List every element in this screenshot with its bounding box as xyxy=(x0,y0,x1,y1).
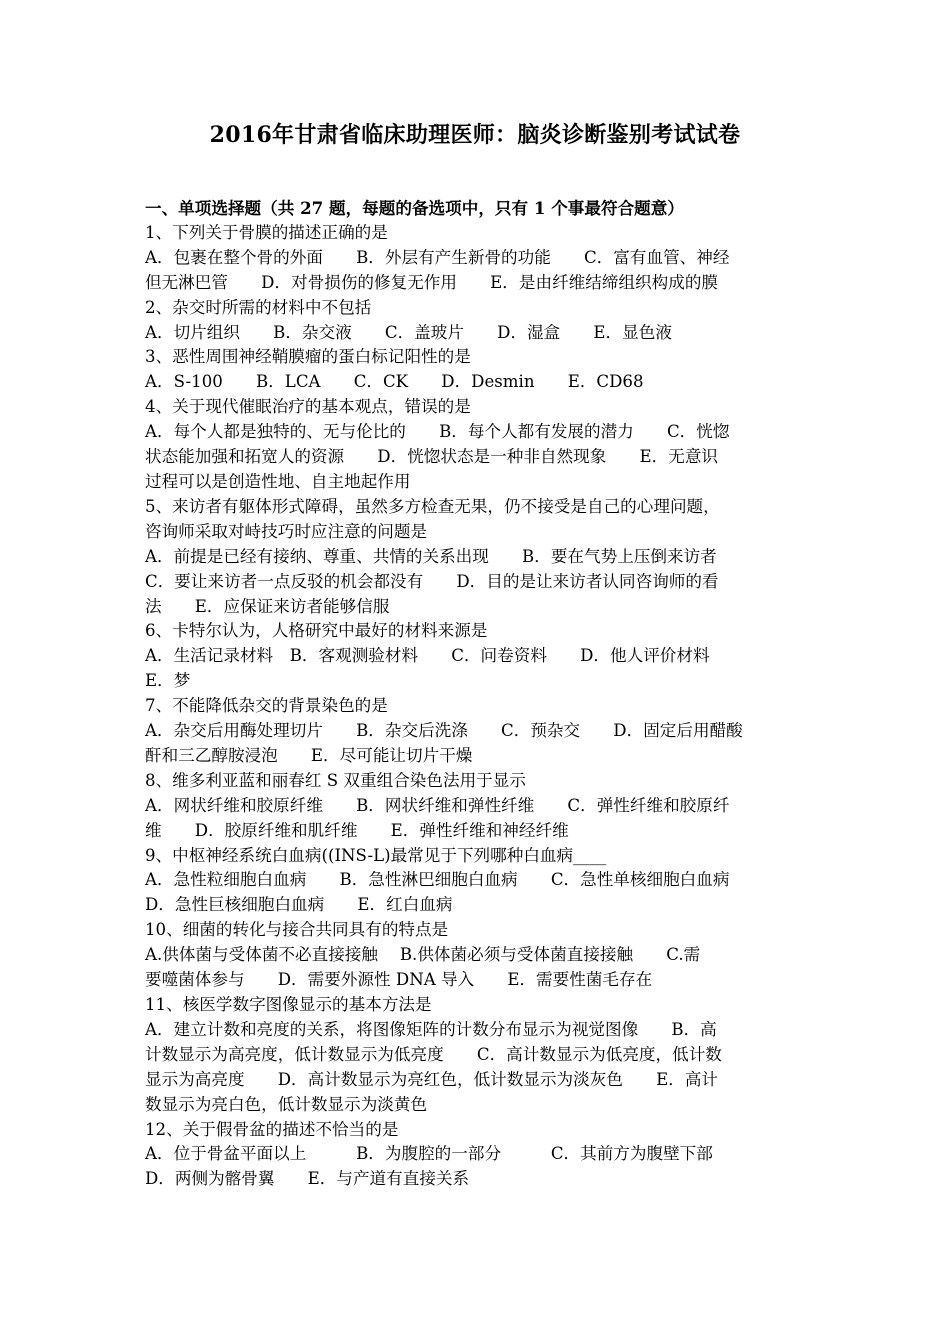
question-4-options-cont-2: 过程可以是创造性地、自主地起作用 xyxy=(145,471,411,491)
question-5-stem: 5、来访者有躯体形式障碍，虽然多方检查无果，仍不接受是自己的心理问题， xyxy=(145,496,720,516)
question-4-stem: 4、关于现代催眠治疗的基本观点，错误的是 xyxy=(145,397,471,417)
question-11-options-cont-3: 数显示为亮白色，低计数显示为淡黄色 xyxy=(145,1094,428,1114)
question-3-options: A．S-100 B．LCA C．CK D．Desmin E．CD68 xyxy=(145,372,644,392)
question-10-options-cont: 要噬菌体参与 D．需要外源性 DNA 导入 E．需要性菌毛存在 xyxy=(145,970,653,990)
question-10-options: A.供体菌与受体菌不必直接接触 B.供体菌必须与受体菌直接接触 C.需 xyxy=(145,945,701,965)
question-9-options: A．急性粒细胞白血病 B．急性淋巴细胞白血病 C．急性单核细胞白血病 xyxy=(145,870,730,890)
question-1-options: A．包裹在整个骨的外面 B．外层有产生新骨的功能 C．富有血管、神经 xyxy=(145,247,730,267)
question-2-stem: 2、杂交时所需的材料中不包括 xyxy=(145,297,372,317)
question-2-options: A．切片组织 B．杂交液 C．盖玻片 D．湿盒 E．显色液 xyxy=(145,322,672,342)
question-3-stem: 3、恶性周围神经鞘膜瘤的蛋白标记阳性的是 xyxy=(145,347,471,367)
question-4-options: A．每个人都是独特的、无与伦比的 B．每个人都有发展的潜力 C．恍惚 xyxy=(145,422,730,442)
question-5-stem-cont: 咨询师采取对峙技巧时应注意的问题是 xyxy=(145,521,428,541)
question-12-options: A．位于骨盆平面以上 B．为腹腔的一部分 C．其前方为腹壁下部 xyxy=(145,1144,713,1164)
question-1-stem: 1、下列关于骨膜的描述正确的是 xyxy=(145,222,388,242)
question-12-options-cont: D．两侧为髂骨翼 E．与产道有直接关系 xyxy=(145,1169,470,1189)
question-7-options: A．杂交后用酶处理切片 B．杂交后洗涤 C．预杂交 D．固定后用醋酸 xyxy=(145,721,743,741)
question-5-options-cont: C．要让来访者一点反驳的机会都没有 D．目的是让来访者认同咨询师的看 xyxy=(145,571,719,591)
question-6-stem: 6、卡特尔认为，人格研究中最好的材料来源是 xyxy=(145,621,488,641)
question-11-stem: 11、核医学数字图像显示的基本方法是 xyxy=(145,995,432,1014)
question-7-options-cont: 酐和三乙醇胺浸泡 E．尽可能让切片干燥 xyxy=(145,745,473,765)
question-5-options-cont-2: 法 E．应保证来访者能够信服 xyxy=(145,596,390,616)
question-11-options-cont: 计数显示为高亮度，低计数显示为低亮度 C．高计数显示为低亮度，低计数 xyxy=(145,1044,722,1064)
question-11-options: A．建立计数和亮度的关系，将图像矩阵的计数分布显示为视觉图像 B．高 xyxy=(145,1019,717,1039)
question-12-stem: 12、关于假骨盆的描述不恰当的是 xyxy=(145,1119,399,1139)
question-8-options-cont: 维 D．胶原纤维和肌纤维 E．弹性纤维和神经纤维 xyxy=(145,820,569,840)
question-6-options-cont: E．梦 xyxy=(145,671,191,691)
question-8-stem: 8、维多利亚蓝和丽春红 S 双重组合染色法用于显示 xyxy=(145,770,526,790)
question-6-options: A．生活记录材料 B．客观测验材料 C．问卷资料 D．他人评价材料 xyxy=(145,646,710,666)
question-8-options: A．网状纤维和胶原纤维 B．网状纤维和弹性纤维 C．弹性纤维和胶原纤 xyxy=(145,795,730,815)
question-7-stem: 7、不能降低杂交的背景染色的是 xyxy=(145,696,388,716)
question-10-stem: 10、细菌的转化与接合共同具有的特点是 xyxy=(145,920,449,940)
section-heading: 一、单项选择题（共 27 题，每题的备选项中，只有 1 个事最符合题意） xyxy=(145,198,684,218)
question-list xyxy=(145,196,815,1192)
question-1-options-cont: 但无淋巴管 D．对骨损伤的修复无作用 E．是由纤维结缔组织构成的膜 xyxy=(145,272,719,292)
document-title: 2016年甘肃省临床助理医师：脑炎诊断鉴别考试试卷 xyxy=(209,122,741,148)
question-9-options-cont: D．急性巨核细胞白血病 E．红白血病 xyxy=(145,895,453,915)
question-5-options: A．前提是已经有接纳、尊重、共情的关系出现 B．要在气势上压倒来访者 xyxy=(145,546,717,566)
question-11-options-cont-2: 显示为高亮度 D．高计数显示为亮红色，低计数显示为淡灰色 E．高计 xyxy=(145,1069,719,1089)
question-9-stem: 9、中枢神经系统白血病((INS-L)最常见于下列哪种白血病____ xyxy=(145,845,607,865)
question-4-options-cont: 状态能加强和拓宽人的资源 D．恍惚状态是一种非自然现象 E．无意识 xyxy=(145,447,719,467)
